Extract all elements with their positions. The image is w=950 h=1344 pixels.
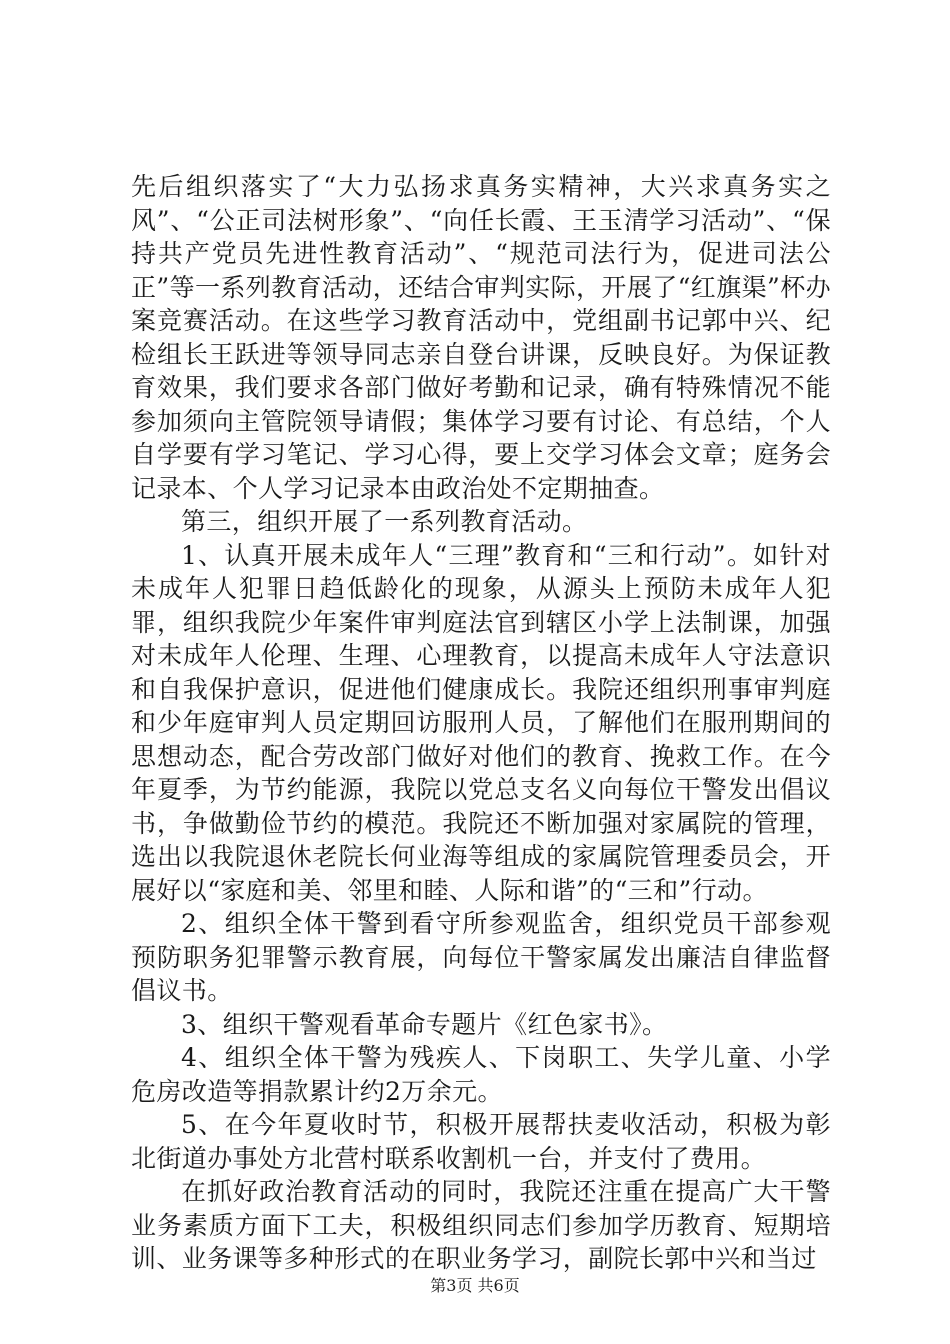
paragraph-item-1: 1、认真开展未成年人“三理”教育和“三和行动”。如针对未成年人犯罪日趋低龄化的现象，从源头上预防未成年人犯罪，组织我院少年案件审判庭法官到辖区小学上法制课，加强对未成年人伦理、生理、心理教育，以提高未成年人守法意识和自我保护意识，促进他们健康成长。我院还组织刑事审判庭和少年庭审判人员定期回访服刑人员，了解他们在服刑期间的思想动态，配合劳改部门做好对他们的教育、挽救工作。在今年夏季，为节约能源，我院以党总支名义向每位干警发出倡议书，争做勤俭节约的模范。我院还不断加强对家属院的管理，选出以我院退休老院长何业海等组成的家属院管理委员会，开展好以“家庭和美、邻里和睦、人际和谐”的“三和”行动。: [131, 540, 831, 905]
document-body: [131, 170, 831, 1276]
paragraph-item-5: 5、在今年夏收时节，积极开展帮扶麦收活动，积极为彰北街道办事处方北营村联系收割机一台，并支付了费用。: [131, 1110, 831, 1173]
paragraph-item-3: 3、组织干警观看革命专题片《红色家书》。: [181, 1009, 668, 1039]
paragraph-item-2: 2、组织全体干警到看守所参观监舍，组织党员干部参观预防职务犯罪警示教育展，向每位干警家属发出廉洁自律监督倡议书。: [131, 909, 831, 1005]
paragraph-continuation: 先后组织落实了“大力弘扬求真务实精神，大兴求真务实之风”、“公正司法树形象”、“向任长霞、王玉清学习活动”、“保持共产党员先进性教育活动”、“规范司法行为，促进司法公正”等一系列教育活动，还结合审判实际，开展了“红旗渠”杯办案竞赛活动。在这些学习教育活动中，党组副书记郭中兴、纪检组长王跃进等领导同志亲自登台讲课，反映良好。为保证教育效果，我们要求各部门做好考勤和记录，确有特殊情况不能参加须向主管院领导请假；集体学习要有讨论、有总结，个人自学要有学习笔记、学习心得，要上交学习体会文章；庭务会记录本、个人学习记录本由政治处不定期抽查。: [131, 172, 831, 503]
page-number-footer: 第3页 共6页: [430, 1276, 520, 1295]
paragraph-business-study: 在抓好政治教育活动的同时，我院还注重在提高广大干警业务素质方面下工夫，积极组织同志们参加学历教育、短期培训、业务课等多种形式的在职业务学习，副院长郭中兴和当过: [131, 1177, 831, 1273]
paragraph-item-4: 4、组织全体干警为残疾人、下岗职工、失学儿童、小学危房改造等捐款累计约2万余元。: [131, 1043, 831, 1106]
paragraph-section-three-heading: 第三，组织开展了一系列教育活动。: [181, 507, 588, 536]
